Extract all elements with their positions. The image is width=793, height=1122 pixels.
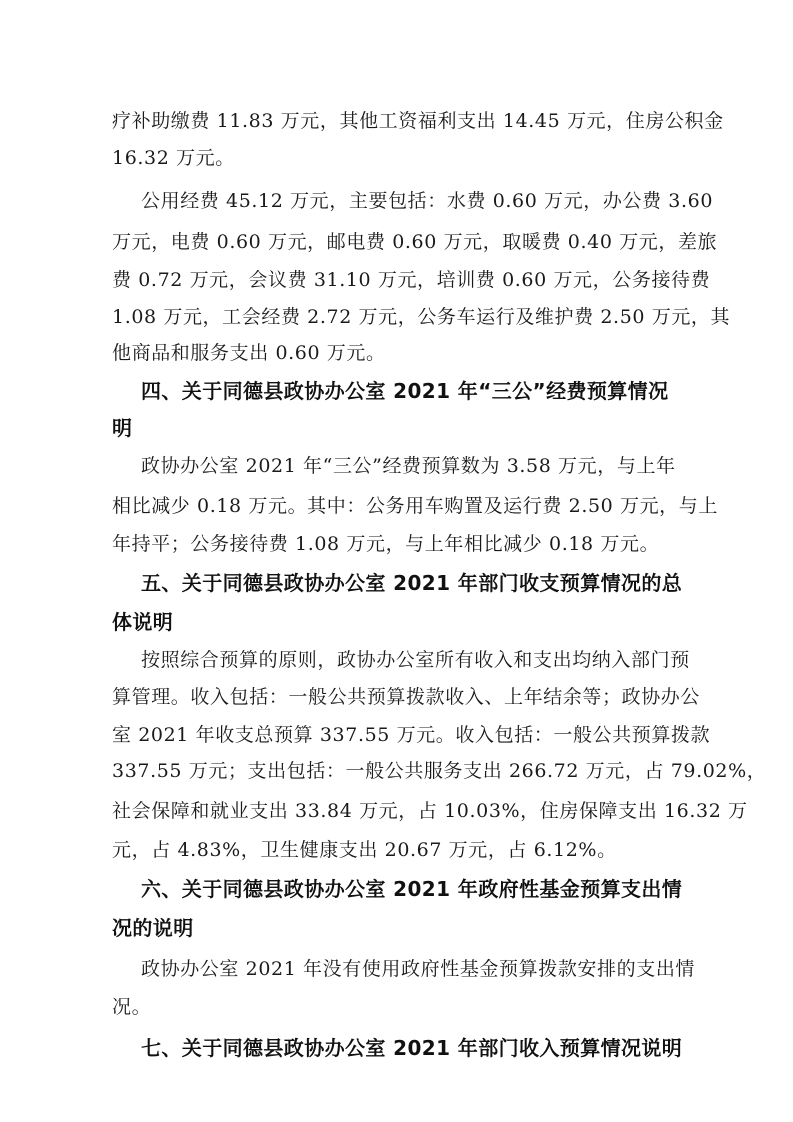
section-heading: 六、关于同德县政协办公室 2021 年政府性基金预算支出情: [141, 877, 683, 901]
paragraph-line: 社会保障和就业支出 33.84 万元，占 10.03%，住房保障支出 16.32 万: [112, 800, 748, 822]
paragraph-line: 他商品和服务支出 0.60 万元。: [112, 342, 386, 364]
paragraph-line: 政协办公室 2021 年没有使用政府性基金预算拨款安排的支出情: [141, 958, 696, 980]
section-heading: 况的说明: [112, 916, 194, 940]
paragraph-line: 元，占 4.83%，卫生健康支出 20.67 万元，占 6.12%。: [112, 839, 617, 861]
paragraph-line: 相比减少 0.18 万元。其中：公务用车购置及运行费 2.50 万元，与上: [112, 495, 718, 517]
paragraph-line: 算管理。收入包括：一般公共预算拨款收入、上年结余等；政协办公: [112, 686, 701, 708]
paragraph-line: 337.55 万元；支出包括：一般公共服务支出 266.72 万元，占 79.02%，: [112, 760, 767, 782]
section-heading: 五、关于同德县政协办公室 2021 年部门收支预算情况的总: [141, 571, 683, 595]
paragraph-line: 室 2021 年收支总预算 337.55 万元。收入包括：一般公共预算拨款: [112, 724, 711, 746]
paragraph-line: 年持平；公务接待费 1.08 万元，与上年相比减少 0.18 万元。: [112, 533, 660, 555]
section-heading: 四、关于同德县政协办公室 2021 年“三公”经费预算情况: [141, 379, 669, 403]
paragraph-line: 16.32 万元。: [112, 147, 235, 169]
paragraph-line: 政协办公室 2021 年“三公”经费预算数为 3.58 万元，与上年: [141, 455, 676, 477]
section-heading: 七、关于同德县政协办公室 2021 年部门收入预算情况说明: [141, 1036, 683, 1060]
section-heading: 明: [112, 416, 133, 440]
paragraph-line: 公用经费 45.12 万元，主要包括：水费 0.60 万元，办公费 3.60: [141, 190, 714, 212]
paragraph-line: 费 0.72 万元，会议费 31.10 万元，培训费 0.60 万元，公务接待费: [112, 269, 711, 291]
paragraph-line: 1.08 万元，工会经费 2.72 万元，公务车运行及维护费 2.50 万元，其: [112, 306, 731, 328]
paragraph-line: 况。: [112, 996, 152, 1018]
section-heading: 体说明: [112, 610, 174, 634]
paragraph-line: 万元，电费 0.60 万元，邮电费 0.60 万元，取暖费 0.40 万元，差旅: [112, 231, 718, 253]
paragraph-line: 按照综合预算的原则，政协办公室所有收入和支出均纳入部门预: [141, 649, 690, 671]
paragraph-line: 疗补助缴费 11.83 万元，其他工资福利支出 14.45 万元，住房公积金: [112, 110, 724, 132]
